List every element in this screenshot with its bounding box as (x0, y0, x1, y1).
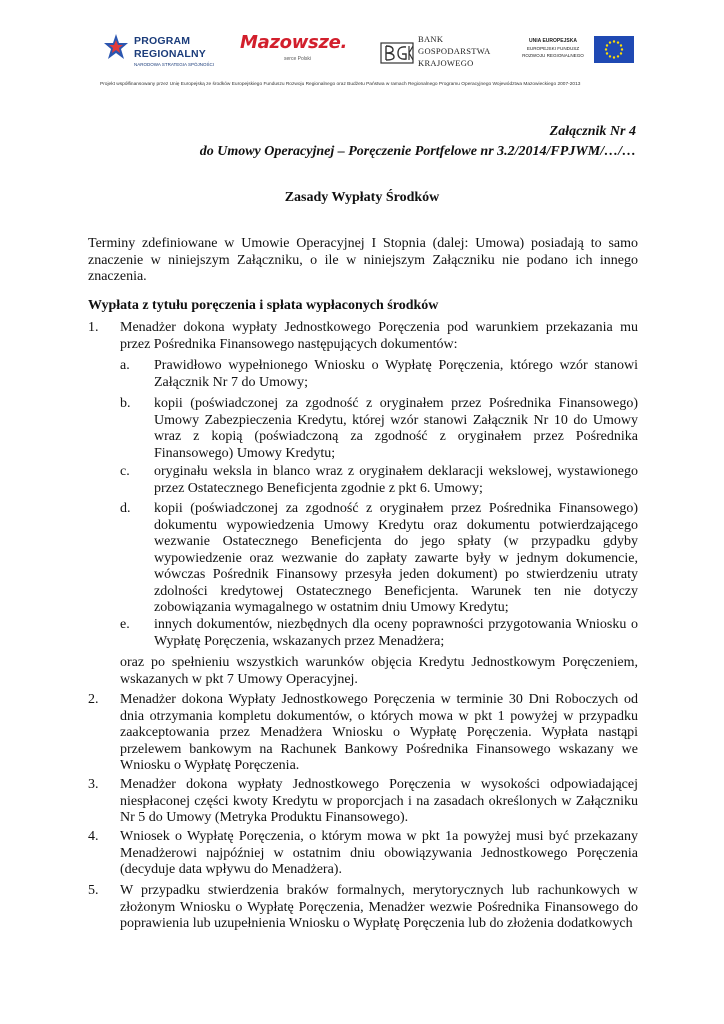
item-number: 5. (88, 883, 99, 898)
eu-logo (516, 36, 636, 66)
subitem-text: innych dokumentów, niezbędnych dla oceny poprawności przygotowania Wniosku o Wypłatę Poręczenia, wskazanych przez Menadżera; (154, 617, 638, 649)
subitem-text: kopii (poświadczonej za zgodność z oryginałem przez Pośrednika Finansowego) dokumentu wypowiedzenia Umowy Kredytu oraz dokumentu potwierdzającego wezwanie Ostatecznego Beneficjenta do jego spłaty (w przypadku gdyby wypowiedzenie oraz wezwanie do zapłaty zawarte były w jednym dokumencie, wówczas Pośrednik Finansowy przesyła jeden dokument) po stwierdzeniu utraty zdolności kredytowej Ostatecznego Beneficjenta. Warunek ten nie dotyczy zobowiązania wymagalnego w ostatnim dniu Umowy Kredytu; (154, 501, 638, 615)
subitem-label: c. (120, 464, 130, 479)
subitem-label: e. (120, 617, 130, 632)
eu-line1: UNIA EUROPEJSKA (529, 38, 577, 44)
list-item-text: Wniosek o Wypłatę Poręczenia, o którym mowa w pkt 1a powyżej musi być przekazany Menadżerowi najpóźniej w ostatnim dniu obowiązywania Jednostkowego Poręczenia (decyduje data wpływu do Menadżera). (120, 829, 638, 877)
subitem-label: b. (120, 396, 131, 411)
item-number: 3. (88, 777, 99, 792)
item-number: 2. (88, 692, 99, 707)
subitem-text: oryginału weksla in blanco wraz z oryginałem deklaracji wekslowej, wystawionego przez Ostatecznego Beneficjenta zgodnie z pkt 6. Umowy; (154, 464, 638, 496)
annex-number: Załącznik Nr 4 (549, 124, 636, 139)
list-item-text: Menadżer dokona wypłaty Jednostkowego Poręczenia w wysokości odpowiadającej niespłaconej części kwoty Kredytu w proporcjach i na zasadach określonych w Załączniku Nr 5 do Umowy (Metryka Produktu Finansowego). (120, 777, 638, 825)
subitem-text: kopii (poświadczonej za zgodność z oryginałem przez Pośrednika Finansowego) Umowy Zabezpieczenia Kredytu, której wzór stanowi Załącznik Nr 10 do Umowy wraz z kopią (poświadczoną za zgodność z oryginałem przez Pośrednika Finansowego) Umowy Kredytu; (154, 396, 638, 461)
program-regionalny-logo (102, 30, 220, 74)
document-title: Zasady Wypłaty Środków (284, 190, 440, 205)
cofinancing-note: Projekt współfinansowany przez Unię Europejską ze środków Europejskiego Funduszu Rozwoju Regionalnego oraz Budżetu Państwa w ramach Regionalnego Programu Operacyjnego Województwa Mazowieckiego 2007-2013 (100, 82, 581, 87)
program-logo-line1: PROGRAM (134, 35, 191, 47)
mazowsze-wordmark: Mazowsze. (240, 32, 348, 53)
section-heading: Wypłata z tytułu poręczenia i spłata wypłaconych środków (88, 298, 439, 313)
program-logo-line3: NARODOWA STRATEGIA SPÓJNOŚCI (134, 62, 215, 67)
header-logos (88, 24, 636, 80)
bgk-line3: KRAJOWEGO (418, 58, 474, 68)
eu-line2: EUROPEJSKI FUNDUSZ (526, 46, 580, 51)
bgk-line2: GOSPODARSTWA (418, 46, 491, 56)
star-icon (102, 32, 130, 64)
subitem-text: Prawidłowo wypełnionego Wniosku o Wypłatę Poręczenia, którego wzór stanowi Załącznik Nr 7 do Umowy; (154, 358, 638, 390)
subitem-label: a. (120, 358, 130, 373)
list-item-text: W przypadku stwierdzenia braków formalnych, merytorycznych lub rachunkowych w złożonym Wniosku o Wypłatę Poręczenia, Menadżer wezwie Pośrednika Finansowego do poprawienia lub uzupełnienia Wniosku o Wypłatę Poręczenia lub do złożenia dodatkowych (120, 883, 638, 931)
eu-line3: ROZWOJU REGIONALNEGO (522, 53, 584, 58)
bgk-monogram-icon (380, 42, 414, 64)
subitem-label: d. (120, 501, 131, 516)
list-item-text: Menadżer dokona Wypłaty Jednostkowego Poręczenia w terminie 30 Dni Roboczych od dnia otrzymania kompletu dokumentów, o których mowa w pkt 1 powyżej w przypadku zaakceptowania przez Menadżera Wniosku o Wypłatę Poręczenia. Wypłata nastąpi przelewem bankowym na Rachunek Bankowy Pośrednika Finansowego wskazany we Wniosku o Wypłatę Poręczenia. (120, 692, 638, 773)
item-number: 4. (88, 829, 99, 844)
annex-agreement-ref: do Umowy Operacyjnej – Poręczenie Portfelowe nr 3.2/2014/FPJWM/…/… (199, 144, 636, 159)
mazowsze-tagline: serce Polski (284, 56, 311, 62)
program-logo-line2: REGIONALNY (134, 48, 207, 60)
item-trailing-text: oraz po spełnieniu wszystkich warunków objęcia Kredytu Jednostkowym Poręczeniem, wskazanych w pkt 7 Umowy Operacyjnej. (120, 655, 638, 687)
mazowsze-logo (240, 32, 350, 72)
intro-paragraph: Terminy zdefiniowane w Umowie Operacyjnej I Stopnia (dalej: Umowa) posiadają to samo znaczenie w niniejszym Załączniku, o ile w niniejszym Załączniku nie podano ich innego znaczenia. (88, 236, 638, 284)
list-item-text: Menadżer dokona wypłaty Jednostkowego Poręczenia pod warunkiem przekazania mu przez Pośrednika Finansowego następujących dokumentów: (120, 320, 638, 352)
bgk-line1: BANK (418, 34, 444, 44)
bgk-logo (380, 28, 490, 74)
eu-flag-icon (594, 36, 634, 63)
item-number: 1. (88, 320, 99, 335)
